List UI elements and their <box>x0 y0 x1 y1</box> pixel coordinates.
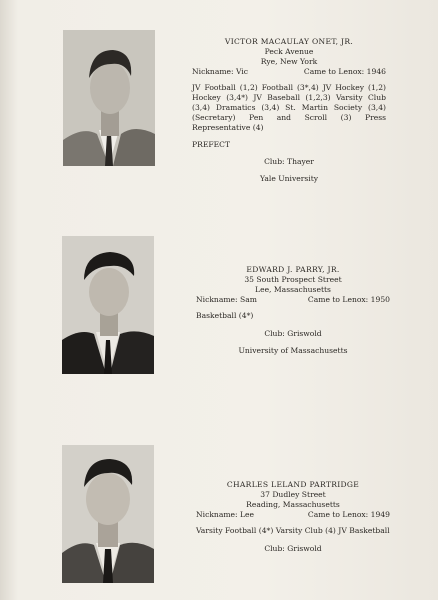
student-name: VICTOR MACAULAY ONET, JR. <box>224 37 354 46</box>
college: University of Massachusetts <box>238 346 348 355</box>
student-name: EDWARD J. PARRY, JR. <box>246 265 340 274</box>
office-title: PREFECT <box>192 140 231 149</box>
activities: JV Football (1,2) Football (3*,4) JV Hockey (1,2) Hockey (3,4*) JV Baseball (1,2,3) Varsity Club (3,4) Dramatics (3,4) St. Martin Society (3,4) (Secretary) Pen and Scroll (3) Press Representative (4) <box>192 83 386 132</box>
club: Club: Thayer <box>264 157 314 166</box>
portrait-photo-parry <box>62 236 154 374</box>
entry-parry <box>196 265 390 356</box>
student-nickname: Nickname: Lee <box>196 510 255 519</box>
student-nickname: Nickname: Sam <box>196 295 257 304</box>
entry-partridge <box>196 480 390 554</box>
portrait-photo-onet <box>63 30 155 166</box>
student-nickname: Nickname: Vic <box>192 67 249 76</box>
student-city: Lee, Massachusetts <box>255 285 331 294</box>
entry-onet <box>192 37 386 184</box>
came-to-lenox: Came to Lenox: 1950 <box>307 295 390 304</box>
club: Club: Griswold <box>264 329 322 338</box>
student-name: CHARLES LELAND PARTRIDGE <box>226 480 360 489</box>
student-address: 35 South Prospect Street <box>244 275 342 284</box>
activities: Basketball (4*) <box>196 311 254 320</box>
student-address: Peck Avenue <box>264 47 314 56</box>
came-to-lenox: Came to Lenox: 1949 <box>307 510 390 519</box>
college: Yale University <box>259 174 319 183</box>
activities: Varsity Football (4*) Varsity Club (4) JV Basketball <box>196 526 390 535</box>
club: Club: Griswold <box>264 544 322 553</box>
student-city: Rye, New York <box>260 57 318 66</box>
portrait-photo-partridge <box>62 445 154 583</box>
student-address: 37 Dudley Street <box>260 490 326 499</box>
came-to-lenox: Came to Lenox: 1946 <box>303 67 386 76</box>
student-city: Reading, Massachusetts <box>246 500 340 509</box>
